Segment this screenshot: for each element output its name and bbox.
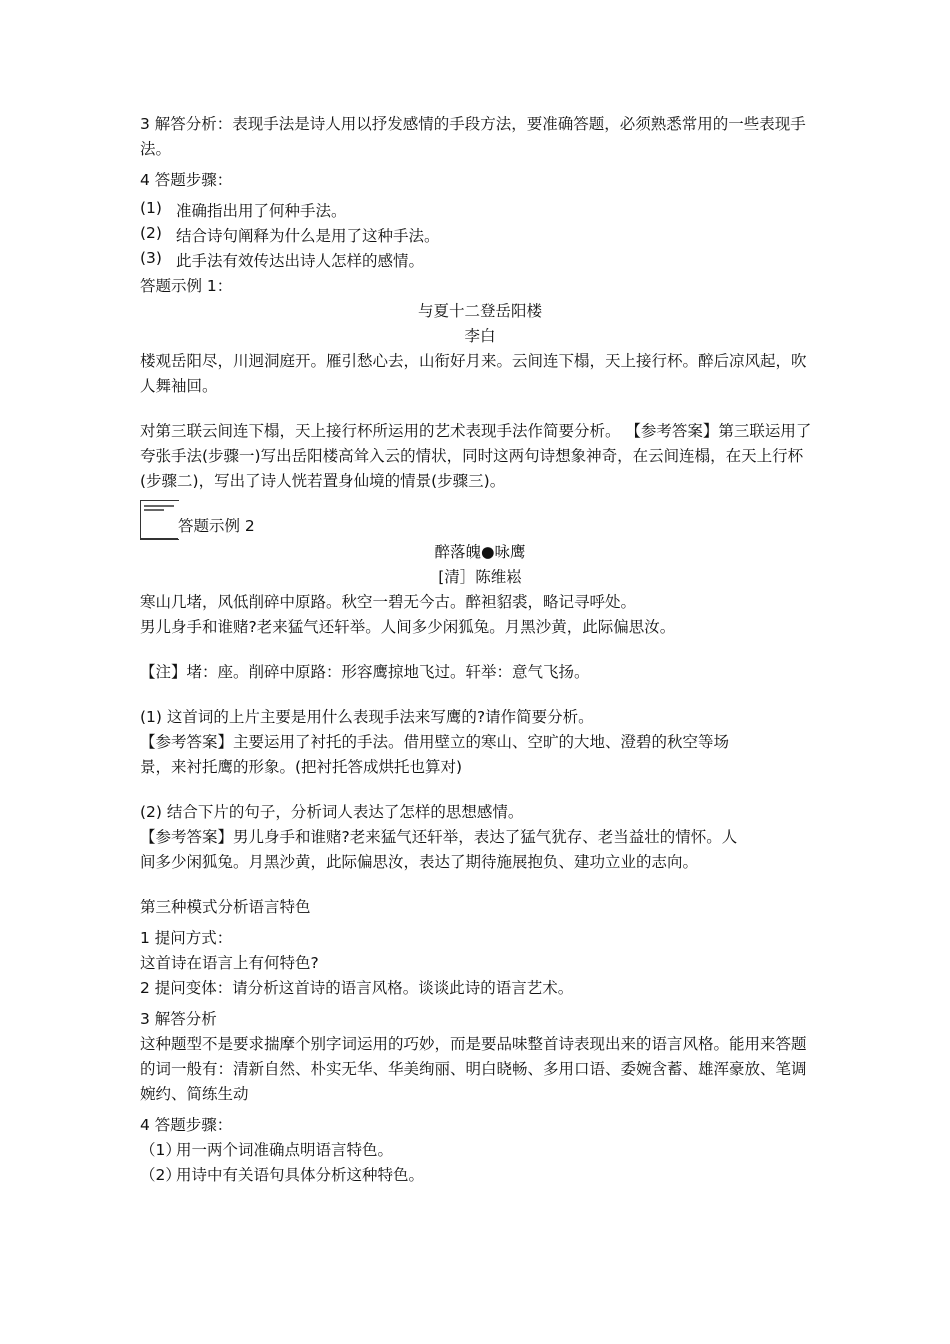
question-1: (1) 这首词的上片主要是用什么表现手法来写鹰的?请作简要分析。 [140, 708, 594, 726]
section-4-label: 4 答题步骤： [140, 171, 233, 189]
mode-3-1-label: 1 提问方式： [140, 929, 233, 947]
step-item: (3) 此手法有效传达出诗人怎样的感情。 [140, 249, 425, 270]
step-item: （2） 用诗中有关语句具体分析这种特色。 [140, 1166, 425, 1184]
step-item: (2) 结合诗句阐释为什么是用了这种手法。 [140, 224, 440, 245]
answer-1: 【参考答案】主要运用了衬托的手法。借用壁立的寒山、空旷的大地、澄碧的秋空等场 [140, 733, 730, 751]
document-page [140, 112, 820, 1188]
thumbnail-icon [140, 500, 179, 540]
question-2: (2) 结合下片的句子，分析词人表达了怎样的思想感情。 [140, 803, 524, 821]
poem-1-text: 楼观岳阳尽，川迥洞庭开。雁引愁心去，山衔好月来。云间连下榻，天上接行杯。醉后凉风起，吹人舞袖回。 [140, 352, 807, 395]
poem-1-author: 李白 [464, 327, 496, 345]
example-2-label: 答题示例 2 [178, 517, 255, 535]
step-item: （1） 用一两个词准确点明语言特色。 [140, 1141, 394, 1159]
answer-2: 【参考答案】男儿身手和谁赌?老来猛气还轩举，表达了猛气犹存、老当益壮的情怀。人 [140, 828, 738, 846]
answer-1: 景，来衬托鹰的形象。(把衬托答成烘托也算对) [140, 758, 463, 776]
poem-2-note: 【注】堵：座。削碎中原路：形容鹰掠地飞过。轩举：意气飞扬。 [140, 663, 590, 681]
section-3-label: 3 解答分析： [140, 115, 233, 133]
example-1-label: 答题示例 1： [140, 277, 233, 295]
embedded-image [140, 500, 820, 540]
poem-1-title: 与夏十二登岳阳楼 [417, 302, 542, 320]
mode-3-3-text: 这种题型不是要求揣摩个别字词运用的巧妙，而是要品味整首诗表现出来的语言风格。能用来答题的词一般有：清新自然、朴实无华、华美绚丽、明白晓畅、多用口语、委婉含蓄、雄浑豪放、笔调婉约、简练生动 [140, 1035, 807, 1103]
mode-3-3-label: 3 解答分析 [140, 1010, 217, 1028]
answer-2: 间多少闲狐兔。月黑沙黄，此际偏思汝，表达了期待施展抱负、建功立业的志向。 [140, 853, 699, 871]
mode-3-4-label: 4 答题步骤： [140, 1116, 233, 1134]
poem-2-author: [清］陈维崧 [438, 568, 522, 586]
poem-2-line: 寒山几堵，风低削碎中原路。秋空一碧无今古。醉袒貂裘，略记寻呼处。 [140, 593, 637, 611]
poem-1-question: 对第三联云间连下榻，天上接行杯所运用的艺术表现手法作简要分析。 【参考答案】第三联运用了夸张手法(步骤一)写出岳阳楼高耸入云的情状，同时这两句诗想象神奇，在云间连榻，在天上行杯(步骤二)，写出了诗人恍若置身仙境的情景(步骤三)。 [140, 422, 812, 490]
poem-2-line: 男儿身手和谁赌?老来猛气还轩举。人间多少闲狐兔。月黑沙黄，此际偏思汝。 [140, 618, 676, 636]
poem-2-title: 醉落魄●咏鹰 [434, 543, 526, 561]
mode-3-1-text: 这首诗在语言上有何特色? [140, 954, 319, 972]
section-3-text: 表现手法是诗人用以抒发感情的手段方法，要准确答题，必须熟悉常用的一些表现手法。 [140, 115, 806, 158]
mode-3-title: 第三种模式分析语言特色 [140, 898, 311, 916]
mode-3-2: 2 提问变体：请分析这首诗的语言风格。谈谈此诗的语言艺术。 [140, 979, 574, 997]
step-item: (1) 准确指出用了何种手法。 [140, 199, 347, 220]
section-3 [140, 112, 820, 162]
